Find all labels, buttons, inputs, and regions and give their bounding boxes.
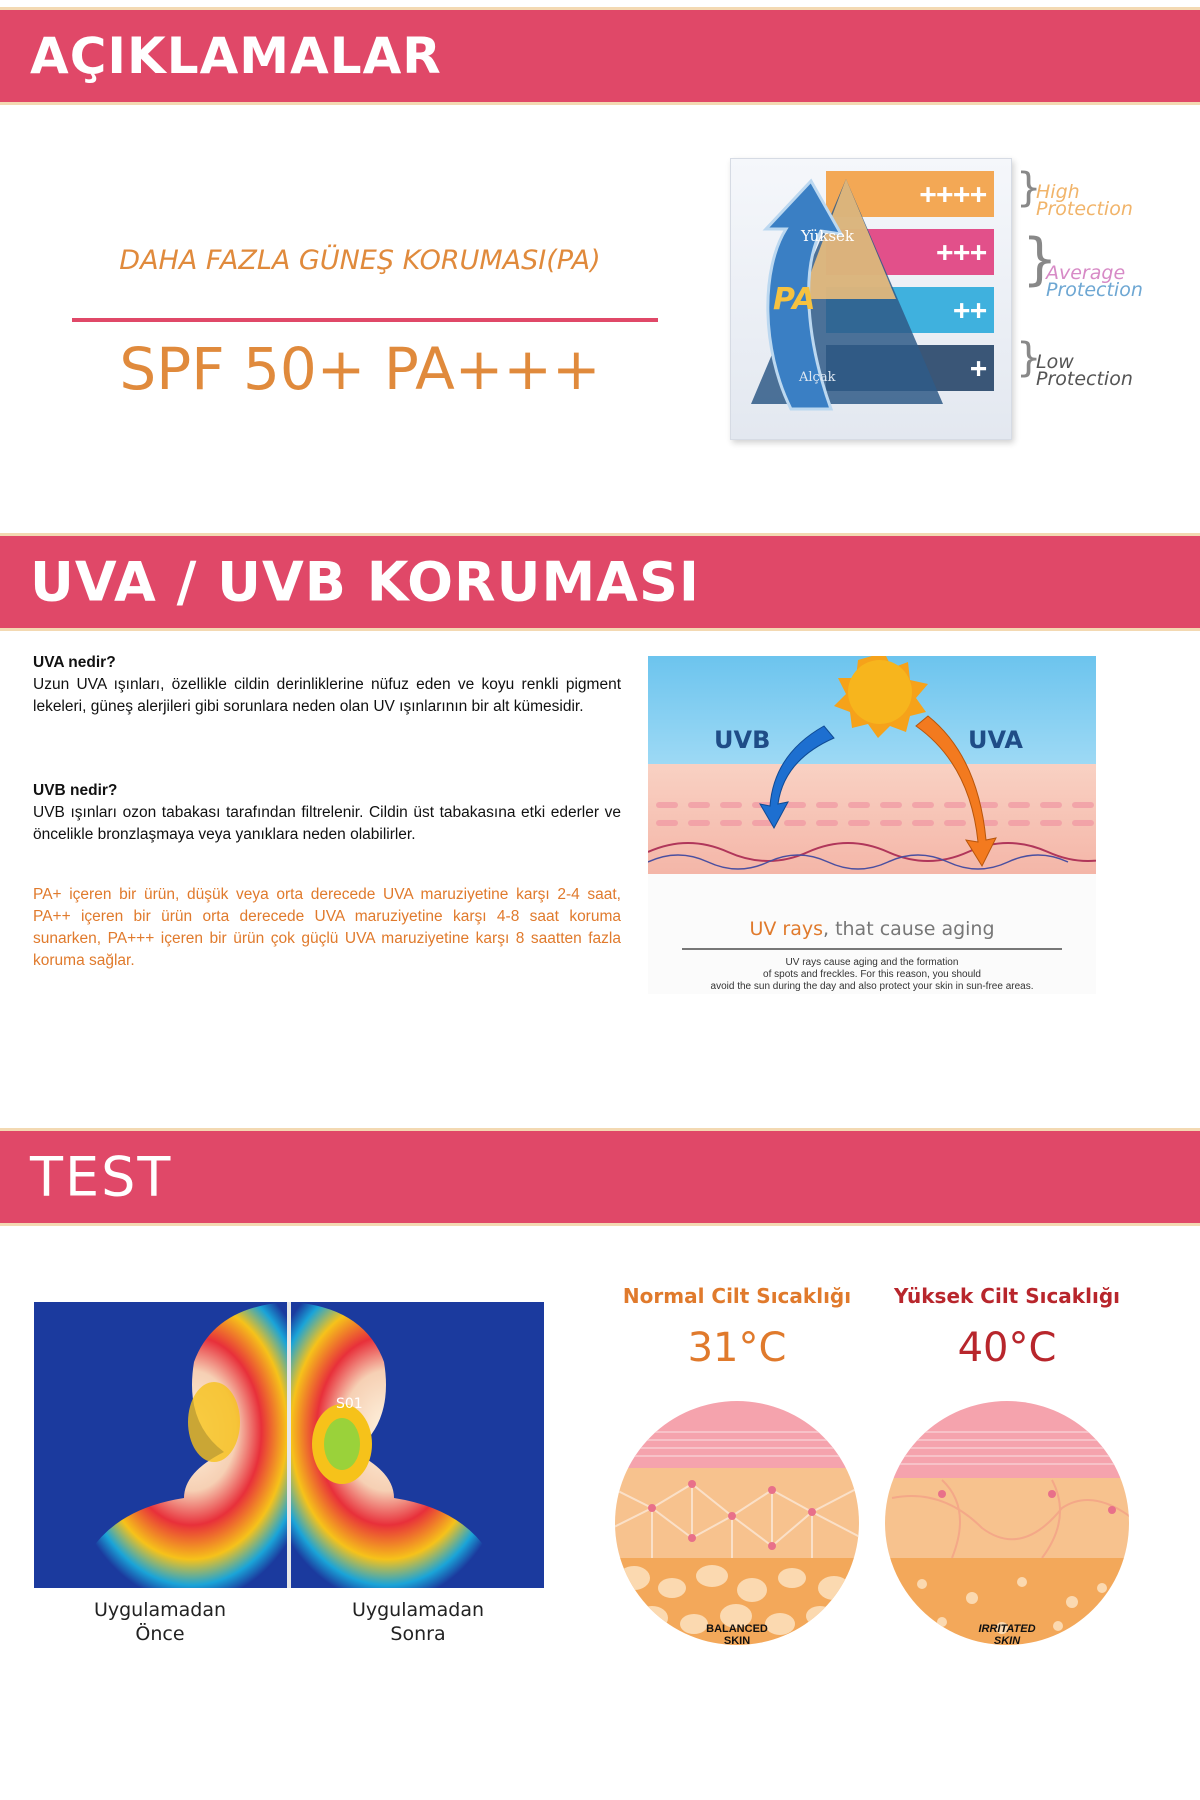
level-average (1022, 227, 1143, 301)
irritated-skin-title: Yüksek Cilt Sıcaklığı (893, 1284, 1120, 1308)
skin-layer (648, 764, 1096, 874)
uvb-description (33, 780, 621, 846)
uv-caption-note (648, 957, 1096, 993)
uv-caption-block (648, 874, 1096, 994)
section-banner-aciklamalar (0, 10, 1200, 102)
after-caption-line-2: Sonra (390, 1623, 446, 1645)
section-title: TEST (30, 1145, 173, 1209)
tier-label-high: ++++ (919, 177, 987, 210)
irritated-skin-label (907, 1623, 1107, 1647)
irritated-label-line-1: IRRITATED (978, 1623, 1036, 1635)
level-high (1016, 165, 1133, 220)
irritated-skin-diagram (882, 1398, 1132, 1648)
split-divider (287, 1302, 291, 1588)
before-caption (50, 1598, 270, 1646)
pa-chart-graphic (731, 159, 1013, 441)
thermal-graphic (34, 1302, 544, 1588)
normal-skin-title: Normal Cilt Sıcaklığı (622, 1284, 852, 1308)
uva-body: Uzun UVA ışınları, özellikle cildin derinliklerine nüfuz eden ve koyu renkli pigment lekeleri, güneş alerjileri gibi sorunlara neden olan UV ışınlarının bir alt kümesidir. (33, 676, 621, 715)
note-line-1: UV rays cause aging and the formation (785, 957, 959, 968)
tier-label-avg: ++ (953, 293, 987, 326)
cooling-spot (324, 1418, 360, 1470)
spot-label: S01 (336, 1396, 363, 1412)
level-average-line-2: Protection (1046, 279, 1143, 301)
after-caption (308, 1598, 528, 1646)
uva-label: UVA (968, 726, 1024, 754)
uva-heading: UVA nedir? (33, 654, 116, 671)
level-low-line-1: Low (1036, 351, 1074, 373)
balanced-label-line-1: BALANCED (706, 1623, 768, 1635)
balanced-skin-diagram (612, 1398, 862, 1648)
note-line-3: avoid the sun during the day and also protect your skin in sun-free areas. (710, 981, 1034, 992)
balanced-label-line-2: SKIN (723, 1635, 751, 1647)
level-low (1016, 335, 1133, 390)
arrow-bottom-label: Alçak (799, 370, 836, 385)
pa-protection-chart (730, 158, 1012, 440)
uv-skin-graphic (648, 656, 1096, 874)
uva-description (33, 652, 621, 718)
level-average-line-1: Average (1046, 262, 1126, 284)
uv-skin-illustration (648, 656, 1096, 874)
section-title: AÇIKLAMALAR (30, 27, 442, 85)
pa-subtitle: DAHA FAZLA GÜNEŞ KORUMASI(PA) (119, 245, 601, 276)
uvb-body: UVB ışınları ozon tabakası tarafından filtrelenir. Cildin üst tabakasına etki ederler ve öncelikle bronzlaşmaya veya yanıklara neden olabilirler. (33, 804, 621, 843)
divider-line (72, 318, 658, 322)
uvb-heading: UVB nedir? (33, 782, 118, 799)
irritated-label-line-2: SKIN (993, 1635, 1021, 1647)
level-high-line-2: Protection (1036, 198, 1133, 220)
before-caption-line-2: Önce (135, 1623, 185, 1645)
spf-pa-rating: SPF 50+ PA+++ (119, 335, 601, 403)
brace-icon: } (1022, 227, 1058, 292)
level-low-line-2: Protection (1036, 368, 1133, 390)
caption-divider (682, 948, 1062, 950)
section-banner-test (0, 1131, 1200, 1223)
normal-skin-temp: 31°C (687, 1325, 787, 1371)
after-caption-line-1: Uygulamadan (351, 1599, 485, 1621)
uv-caption-rest: , that cause aging (822, 918, 995, 940)
thermal-comparison-image (34, 1302, 544, 1588)
note-line-2: of spots and freckles. For this reason, you should (763, 969, 981, 980)
irritated-skin-temp: 40°C (957, 1325, 1057, 1371)
pa-info-paragraph: PA+ içeren bir ürün, düşük veya orta derecede UVA maruziyetine karşı 2-4 saat, PA++ içeren bir ürün orta derecede UVA maruziyetine karşı 4-8 saat koruma sunarken, PA+++ içeren bir ürün çok güçlü UVA maruziyetine karşı 8 saatten fazla koruma sağlar. (33, 886, 621, 969)
uv-caption-highlight: UV rays (749, 918, 823, 940)
level-high-line-1: High (1036, 181, 1080, 203)
uvb-label: UVB (714, 726, 771, 754)
balanced-skin-label (637, 1623, 837, 1647)
tier-label-avg-high: +++ (936, 235, 987, 268)
before-cheek (188, 1382, 240, 1462)
section-banner-uva-uvb (0, 536, 1200, 628)
tier-label-low: + (970, 351, 987, 384)
uv-caption (648, 918, 1096, 940)
brace-icon: } (1016, 165, 1042, 211)
arrow-pa-label: PA (773, 282, 816, 317)
brace-icon: } (1016, 335, 1042, 381)
arrow-top-label: Yüksek (801, 227, 855, 245)
before-caption-line-1: Uygulamadan (93, 1599, 227, 1621)
section-title: UVA / UVB KORUMASI (30, 550, 700, 614)
